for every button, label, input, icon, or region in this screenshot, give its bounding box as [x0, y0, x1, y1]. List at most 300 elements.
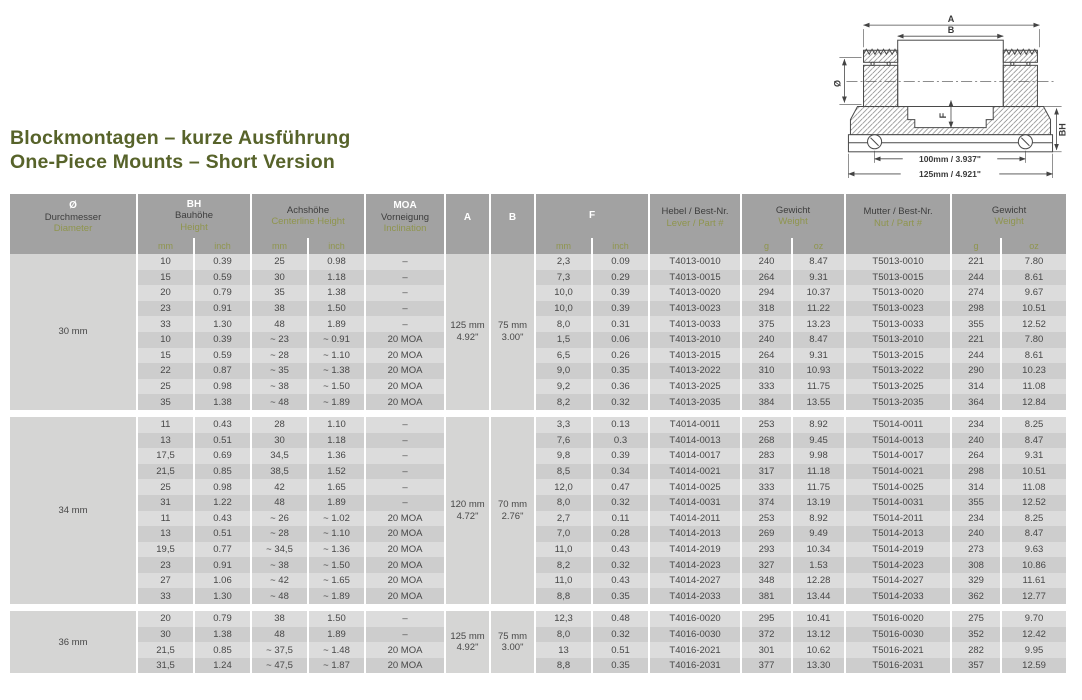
right-ring-cap: [1003, 50, 1037, 62]
table-row: [8, 433, 1066, 449]
cell-weight2-g: 314: [950, 379, 1000, 395]
cell-bh-mm: 30: [136, 627, 193, 643]
cell-bh-inch: 0.85: [193, 642, 250, 658]
header-lever-part: [648, 194, 740, 254]
cell-weight2-oz: 10.23: [1000, 363, 1066, 379]
header-weight-1: [740, 194, 844, 238]
cell-weight2-g: 274: [950, 285, 1000, 301]
cell-f-mm: 1,5: [534, 332, 591, 348]
cell-f-mm: 9,0: [534, 363, 591, 379]
header-unit-bh-mm: mm: [136, 238, 193, 254]
header-diameter-en: Diameter: [53, 223, 93, 235]
cell-bh-mm: 21,5: [136, 464, 193, 480]
table-row: [8, 542, 1066, 558]
cell-nut-part: T5014-2013: [844, 526, 950, 542]
cell-lever-part: T4016-2031: [648, 658, 740, 674]
left-ring-screw-dot: [871, 62, 874, 65]
header-dim-f: [534, 194, 648, 238]
cell-weight1-oz: 13.12: [791, 627, 844, 643]
cell-dim-b-line: 3.00": [501, 642, 524, 654]
cell-ch-mm: ~ 28: [250, 526, 307, 542]
cell-lever-part: T4014-0013: [648, 433, 740, 449]
cell-ch-inch: ~ 1.36: [307, 542, 364, 558]
cell-bh-inch: 0.69: [193, 448, 250, 464]
cell-ch-mm: ~ 23: [250, 332, 307, 348]
cell-weight1-g: 318: [740, 301, 791, 317]
cell-bh-mm: 21,5: [136, 642, 193, 658]
cell-weight2-g: 298: [950, 464, 1000, 480]
left-ring-body: [864, 65, 898, 106]
cell-ch-mm: ~ 42: [250, 573, 307, 589]
cell-lever-part: T4013-2025: [648, 379, 740, 395]
table-row: [8, 332, 1066, 348]
cell-ch-mm: 38: [250, 301, 307, 317]
cell-bh-inch: 1.30: [193, 588, 250, 604]
cell-lever-part: T4014-2019: [648, 542, 740, 558]
cell-ch-mm: 30: [250, 270, 307, 286]
cell-f-inch: 0.11: [591, 511, 648, 527]
cell-bh-mm: 23: [136, 557, 193, 573]
cell-ch-inch: ~ 1.50: [307, 379, 364, 395]
cell-weight1-g: 327: [740, 557, 791, 573]
cell-bh-mm: 17,5: [136, 448, 193, 464]
cell-nut-part: T5013-0020: [844, 285, 950, 301]
cell-f-inch: 0.39: [591, 301, 648, 317]
cell-dim-b: [489, 417, 534, 604]
cell-f-mm: 8,2: [534, 557, 591, 573]
table-row: [8, 301, 1066, 317]
cell-ch-inch: 1.18: [307, 270, 364, 286]
cell-f-inch: 0.28: [591, 526, 648, 542]
cell-nut-part: T5013-0015: [844, 270, 950, 286]
cell-weight1-oz: 13.55: [791, 394, 844, 410]
dim-inner-label: 100mm / 3.937": [919, 153, 981, 164]
cell-nut-part: T5014-0011: [844, 417, 950, 433]
cell-weight2-g: 240: [950, 526, 1000, 542]
cell-dim-b: [489, 611, 534, 673]
cell-bh-inch: 0.79: [193, 285, 250, 301]
cell-nut-part: T5014-2033: [844, 588, 950, 604]
cell-dim-a-line: 125 mm: [450, 320, 485, 332]
cell-moa: 20 MOA: [364, 394, 444, 410]
table-body: [8, 254, 1066, 673]
cell-lever-part: T4014-2033: [648, 588, 740, 604]
cell-ch-mm: ~ 26: [250, 511, 307, 527]
cell-weight2-oz: 9.31: [1000, 448, 1066, 464]
dim-bh-label: BH: [1057, 123, 1068, 137]
cell-ch-inch: 1.89: [307, 495, 364, 511]
cell-ch-mm: 38,5: [250, 464, 307, 480]
cell-bh-mm: 27: [136, 573, 193, 589]
table-row: [8, 658, 1066, 674]
page-title: [10, 127, 350, 174]
cell-f-inch: 0.48: [591, 611, 648, 627]
cell-weight2-oz: 8.47: [1000, 526, 1066, 542]
header-unit-f-inch: inch: [591, 238, 648, 254]
table-row: [8, 285, 1066, 301]
header-height-symbol: BH: [186, 198, 202, 210]
cell-f-inch: 0.34: [591, 464, 648, 480]
cell-moa: –: [364, 611, 444, 627]
cell-weight1-oz: 10.34: [791, 542, 844, 558]
cell-weight2-oz: 10.51: [1000, 464, 1066, 480]
header-dim-a-symbol: A: [463, 211, 472, 223]
cell-ch-mm: ~ 47,5: [250, 658, 307, 674]
cell-weight2-g: 244: [950, 270, 1000, 286]
cell-weight1-oz: 9.31: [791, 270, 844, 286]
cell-bh-inch: 0.87: [193, 363, 250, 379]
table-row: [8, 611, 1066, 627]
cell-f-mm: 9,8: [534, 448, 591, 464]
header-dim-a: [444, 194, 489, 254]
cell-lever-part: T4014-2023: [648, 557, 740, 573]
cell-dim-a-line: 120 mm: [450, 499, 485, 510]
cell-lever-part: T4014-0017: [648, 448, 740, 464]
cell-lever-part: T4014-2011: [648, 511, 740, 527]
cell-dim-a-line: 125 mm: [450, 630, 485, 642]
cell-ch-inch: ~ 1.38: [307, 363, 364, 379]
cell-lever-part: T4013-2035: [648, 394, 740, 410]
cell-weight2-oz: 7.80: [1000, 332, 1066, 348]
cell-ch-inch: 1.50: [307, 611, 364, 627]
cell-weight1-oz: 8.92: [791, 417, 844, 433]
cell-bh-mm: 25: [136, 379, 193, 395]
cell-lever-part: T4016-0030: [648, 627, 740, 643]
table-row: [8, 642, 1066, 658]
cell-ch-inch: 1.65: [307, 479, 364, 495]
cell-moa: 20 MOA: [364, 526, 444, 542]
header-height-en: Height: [180, 221, 208, 233]
base-recess: [908, 107, 993, 128]
cell-f-inch: 0.09: [591, 254, 648, 270]
table-row: [8, 379, 1066, 395]
cell-weight2-g: 240: [950, 433, 1000, 449]
cell-f-mm: 7,6: [534, 433, 591, 449]
cell-weight2-oz: 8.61: [1000, 270, 1066, 286]
cell-weight2-g: 275: [950, 611, 1000, 627]
cell-f-mm: 10,0: [534, 301, 591, 317]
cell-nut-part: T5014-2011: [844, 511, 950, 527]
cell-weight1-g: 240: [740, 254, 791, 270]
header-inclination: [364, 194, 444, 254]
header-unit-w2-oz: oz: [1000, 238, 1066, 254]
cell-bh-inch: 0.98: [193, 479, 250, 495]
cell-nut-part: T5013-0033: [844, 316, 950, 332]
header-inclination-de: Vorneigung: [380, 211, 430, 223]
table-row: [8, 557, 1066, 573]
cell-nut-part: T5013-2010: [844, 332, 950, 348]
header-unit-w2-g: g: [950, 238, 1000, 254]
cell-weight2-oz: 9.67: [1000, 285, 1066, 301]
dim-a-label: A: [947, 14, 955, 25]
cell-weight1-g: 381: [740, 588, 791, 604]
table-row: [8, 270, 1066, 286]
cell-ch-mm: 35: [250, 285, 307, 301]
cell-f-mm: 8,0: [534, 495, 591, 511]
table-row: [8, 417, 1066, 433]
table-row: [8, 495, 1066, 511]
left-ring-cap: [864, 50, 898, 62]
cell-bh-mm: 33: [136, 316, 193, 332]
cell-moa: 20 MOA: [364, 658, 444, 674]
table-row: [8, 511, 1066, 527]
dim-f-label: F: [937, 112, 948, 119]
cell-nut-part: T5013-0010: [844, 254, 950, 270]
cell-weight1-oz: 9.45: [791, 433, 844, 449]
cell-bh-inch: 0.77: [193, 542, 250, 558]
cell-moa: –: [364, 433, 444, 449]
cell-bh-inch: 1.06: [193, 573, 250, 589]
cell-f-inch: 0.43: [591, 573, 648, 589]
cell-bh-inch: 1.22: [193, 495, 250, 511]
table-row: [8, 479, 1066, 495]
header-weight1-de: Gewicht: [775, 204, 811, 216]
cell-lever-part: T4013-2015: [648, 348, 740, 364]
cell-moa: –: [364, 417, 444, 433]
cell-diameter: [8, 417, 136, 604]
cell-ch-inch: ~ 1.02: [307, 511, 364, 527]
cell-nut-part: T5014-0025: [844, 479, 950, 495]
cell-bh-inch: 1.24: [193, 658, 250, 674]
cell-f-inch: 0.06: [591, 332, 648, 348]
cell-weight2-oz: 8.25: [1000, 417, 1066, 433]
cell-weight2-g: 264: [950, 448, 1000, 464]
cell-f-inch: 0.31: [591, 316, 648, 332]
cell-ch-inch: 1.18: [307, 433, 364, 449]
header-diameter-symbol: Ø: [69, 200, 77, 212]
cell-bh-mm: 19,5: [136, 542, 193, 558]
cell-bh-inch: 0.59: [193, 348, 250, 364]
header-weight-2: [950, 194, 1066, 238]
cell-ch-inch: 1.10: [307, 417, 364, 433]
header-inclination-symbol: MOA: [393, 200, 417, 212]
cell-weight1-g: 264: [740, 270, 791, 286]
cell-f-inch: 0.39: [591, 448, 648, 464]
cell-dim-a-line: 4.72": [456, 510, 479, 522]
cell-weight2-g: 314: [950, 479, 1000, 495]
cell-f-inch: 0.13: [591, 417, 648, 433]
cell-dim-a: [444, 254, 489, 410]
cell-f-mm: 9,2: [534, 379, 591, 395]
table-row: [8, 254, 1066, 270]
cell-bh-inch: 0.98: [193, 379, 250, 395]
header-lever-en: Lever / Part #: [666, 217, 724, 229]
cell-weight1-oz: 13.19: [791, 495, 844, 511]
cell-f-inch: 0.29: [591, 270, 648, 286]
cell-f-mm: 10,0: [534, 285, 591, 301]
mount-bridge: [898, 40, 1004, 106]
cell-ch-inch: 0.98: [307, 254, 364, 270]
cell-weight2-oz: 12.59: [1000, 658, 1066, 674]
cell-nut-part: T5013-2035: [844, 394, 950, 410]
cell-nut-part: T5016-0030: [844, 627, 950, 643]
cell-ch-mm: ~ 38: [250, 379, 307, 395]
cell-bh-inch: 0.51: [193, 433, 250, 449]
cell-bh-mm: 35: [136, 394, 193, 410]
cell-bh-inch: 0.43: [193, 417, 250, 433]
cell-weight1-g: 253: [740, 417, 791, 433]
cell-moa: –: [364, 301, 444, 317]
cell-weight1-g: 348: [740, 573, 791, 589]
cell-weight2-g: 298: [950, 301, 1000, 317]
cell-f-mm: 7,3: [534, 270, 591, 286]
cell-bh-mm: 10: [136, 332, 193, 348]
cell-ch-mm: ~ 34,5: [250, 542, 307, 558]
header-dim-b-symbol: B: [508, 211, 517, 223]
cell-ch-mm: 25: [250, 254, 307, 270]
cell-ch-inch: ~ 1.10: [307, 526, 364, 542]
cell-moa: 20 MOA: [364, 642, 444, 658]
header-diameter: [8, 194, 136, 254]
cell-nut-part: T5014-0031: [844, 495, 950, 511]
cell-nut-part: T5013-2025: [844, 379, 950, 395]
cell-ch-mm: 38: [250, 611, 307, 627]
cell-ch-inch: ~ 1.65: [307, 573, 364, 589]
cell-weight2-g: 234: [950, 417, 1000, 433]
cell-weight2-oz: 11.08: [1000, 479, 1066, 495]
left-ring-screw-dot: [887, 62, 890, 65]
cell-diameter-line: 36 mm: [58, 636, 88, 648]
cell-bh-mm: 33: [136, 588, 193, 604]
cell-bh-inch: 0.79: [193, 611, 250, 627]
cell-moa: –: [364, 448, 444, 464]
cell-bh-mm: 31,5: [136, 658, 193, 674]
cell-f-inch: 0.47: [591, 479, 648, 495]
cell-f-inch: 0.35: [591, 588, 648, 604]
cell-lever-part: T4014-0021: [648, 464, 740, 480]
cell-lever-part: T4013-2022: [648, 363, 740, 379]
cell-dim-a-line: 4.92": [456, 642, 479, 654]
cell-weight2-oz: 12.42: [1000, 627, 1066, 643]
dim-outer-label: 125mm / 4.921": [919, 168, 981, 179]
header-unit-ch-inch: inch: [307, 238, 364, 254]
cell-f-inch: 0.32: [591, 495, 648, 511]
cell-weight1-oz: 10.93: [791, 363, 844, 379]
header-unit-w1-oz: oz: [791, 238, 844, 254]
header-lever-de: Hebel / Best-Nr.: [661, 206, 729, 217]
cell-weight2-oz: 12.84: [1000, 394, 1066, 410]
header-height: [136, 194, 250, 238]
cell-f-mm: 3,3: [534, 417, 591, 433]
cell-weight2-oz: 11.61: [1000, 573, 1066, 589]
cell-weight1-g: 293: [740, 542, 791, 558]
cell-f-mm: 8,0: [534, 316, 591, 332]
cell-weight1-g: 253: [740, 511, 791, 527]
cell-weight1-g: 317: [740, 464, 791, 480]
cell-weight1-g: 269: [740, 526, 791, 542]
cell-f-mm: 8,2: [534, 394, 591, 410]
cell-weight2-g: 282: [950, 642, 1000, 658]
cell-lever-part: T4013-2010: [648, 332, 740, 348]
cell-bh-inch: 0.85: [193, 464, 250, 480]
cell-bh-inch: 0.51: [193, 526, 250, 542]
cell-weight2-g: 355: [950, 316, 1000, 332]
cell-lever-part: T4016-2021: [648, 642, 740, 658]
cell-nut-part: T5016-2031: [844, 658, 950, 674]
cell-lever-part: T4013-0023: [648, 301, 740, 317]
cell-f-inch: 0.35: [591, 658, 648, 674]
cell-lever-part: T4013-0015: [648, 270, 740, 286]
cell-weight2-g: 221: [950, 332, 1000, 348]
cell-f-mm: 8,8: [534, 658, 591, 674]
cell-dim-b-line: 70 mm: [497, 499, 528, 510]
cell-weight1-oz: 11.75: [791, 379, 844, 395]
cell-bh-inch: 1.38: [193, 627, 250, 643]
cell-diameter-line: 34 mm: [58, 504, 88, 516]
cell-bh-inch: 1.38: [193, 394, 250, 410]
cell-weight1-oz: 10.62: [791, 642, 844, 658]
cell-weight2-oz: 9.95: [1000, 642, 1066, 658]
cell-weight2-g: 364: [950, 394, 1000, 410]
table-row: [8, 316, 1066, 332]
cell-ch-mm: ~ 35: [250, 363, 307, 379]
cell-weight1-oz: 9.31: [791, 348, 844, 364]
cell-lever-part: T4013-0010: [648, 254, 740, 270]
cell-ch-mm: ~ 37,5: [250, 642, 307, 658]
table-row: [8, 526, 1066, 542]
cell-f-mm: 6,5: [534, 348, 591, 364]
cell-bh-inch: 0.39: [193, 332, 250, 348]
cell-moa: –: [364, 285, 444, 301]
cell-lever-part: T4014-0025: [648, 479, 740, 495]
cell-bh-mm: 20: [136, 285, 193, 301]
cell-weight1-oz: 8.92: [791, 511, 844, 527]
cell-dim-b: [489, 254, 534, 410]
cell-ch-mm: ~ 48: [250, 394, 307, 410]
cell-weight1-oz: 9.98: [791, 448, 844, 464]
header-nut-de: Mutter / Best-Nr.: [863, 206, 933, 217]
cell-nut-part: T5014-0021: [844, 464, 950, 480]
cell-ch-inch: 1.89: [307, 316, 364, 332]
cell-weight2-g: 357: [950, 658, 1000, 674]
group-gap-cell: [8, 604, 1066, 611]
header-dim-f-symbol: F: [588, 210, 596, 222]
cell-f-inch: 0.43: [591, 542, 648, 558]
cell-ch-mm: 30: [250, 433, 307, 449]
cell-weight1-g: 294: [740, 285, 791, 301]
cell-bh-mm: 31: [136, 495, 193, 511]
cell-moa: 20 MOA: [364, 379, 444, 395]
table-row: [8, 573, 1066, 589]
cell-weight1-g: 384: [740, 394, 791, 410]
cell-ch-mm: ~ 48: [250, 588, 307, 604]
cell-weight2-g: 362: [950, 588, 1000, 604]
table-row: [8, 363, 1066, 379]
cell-weight2-oz: 8.25: [1000, 511, 1066, 527]
cell-weight1-g: 372: [740, 627, 791, 643]
cell-bh-inch: 0.91: [193, 301, 250, 317]
cell-f-mm: 8,5: [534, 464, 591, 480]
cell-bh-inch: 0.91: [193, 557, 250, 573]
cell-weight1-g: 375: [740, 316, 791, 332]
cell-dim-b-line: 2.76": [501, 510, 524, 522]
cell-f-mm: 11,0: [534, 542, 591, 558]
cell-weight2-g: 308: [950, 557, 1000, 573]
cell-f-mm: 7,0: [534, 526, 591, 542]
cell-weight1-oz: 10.41: [791, 611, 844, 627]
group-gap-row: [8, 604, 1066, 611]
cell-f-inch: 0.3: [591, 433, 648, 449]
data-table: [8, 194, 1066, 673]
cell-bh-mm: 13: [136, 433, 193, 449]
cell-ch-mm: 28: [250, 417, 307, 433]
header-weight1-en: Weight: [778, 216, 808, 227]
cell-weight2-g: 329: [950, 573, 1000, 589]
cell-moa: 20 MOA: [364, 511, 444, 527]
cell-ch-inch: 1.36: [307, 448, 364, 464]
cell-ch-inch: ~ 0.91: [307, 332, 364, 348]
group-gap-row: [8, 410, 1066, 417]
